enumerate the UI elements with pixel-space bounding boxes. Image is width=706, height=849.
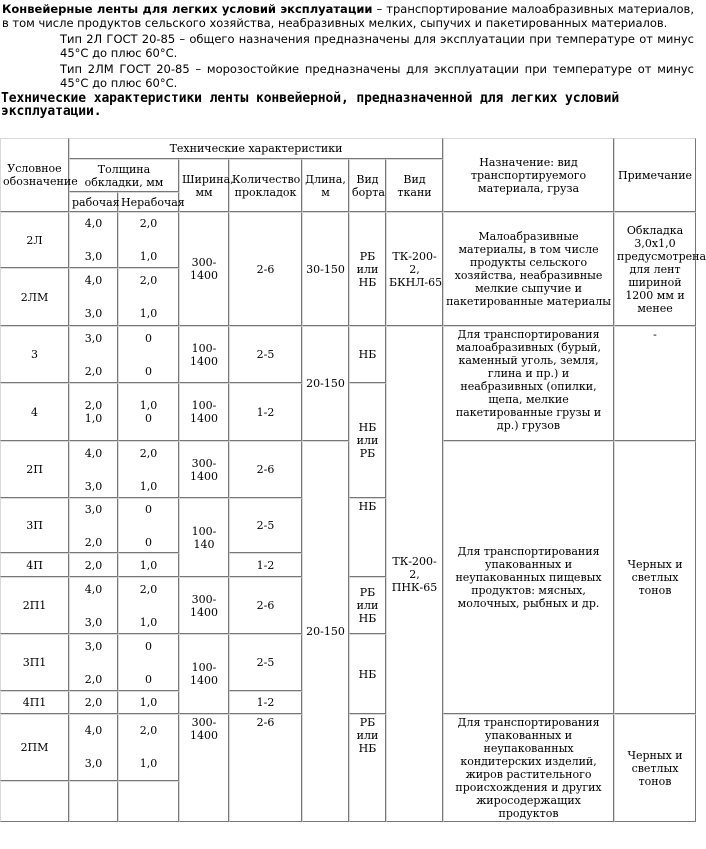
- type-2l-text: Тип 2Л ГОСТ 20-85 – общего назначения предназначены для эксплуатации при температуре от минус 45°С до плюс 60°С.: [60, 32, 694, 60]
- cell-nonworking: 0 0: [118, 326, 179, 383]
- cell-nonworking: 2,0 1,0: [118, 441, 179, 498]
- cell-working: 3,0 2,0: [69, 498, 118, 553]
- cell-width: 100-1400: [179, 383, 229, 441]
- cell-plies: 1-2: [229, 383, 302, 441]
- cell-code: 4П: [0, 553, 69, 577]
- cell-nonworking: 2,0 1,0: [118, 714, 179, 781]
- header-side: Вид борта: [349, 159, 386, 212]
- table-row: [0, 326, 696, 383]
- header-fabric: Вид ткани: [386, 159, 443, 212]
- header-note: Примечание: [614, 138, 696, 212]
- cell-working: 2,0 1,0: [69, 383, 118, 441]
- cell-nonworking: 0 0: [118, 498, 179, 553]
- cell-side: РБ или НБ: [349, 577, 386, 634]
- cell-width: 100-1400: [179, 326, 229, 383]
- cell-note: Обкладка 3,0х1,0 предусмотрена для лент шириной 1200 мм и менее: [614, 212, 696, 326]
- specs-table: [0, 138, 706, 822]
- cell-purpose: Для транспортирования малоабразивных (бурый, каменный уголь, земля, глина и пр.) и неабразивных (опилки, щепа, мелкие пакетированные грузы и др.) грузов: [443, 326, 614, 441]
- cell-side: НБ или РБ: [349, 383, 386, 498]
- cell-working: 2,0: [69, 691, 118, 714]
- cell-empty: [118, 781, 179, 822]
- cell-width: 300-1400: [179, 441, 229, 498]
- cell-plies: 2-5: [229, 498, 302, 553]
- cell-purpose: Для транспортирования упакованных и неупакованных пищевых продуктов: мясных, молочных, рыбных и др.: [443, 441, 614, 714]
- intro-lead-rest: – транспортирование малоабразивных материалов, в том числе продуктов сельского хозяйства, неабразивных мелких, сыпучих и пакетированных материалов.: [2, 2, 694, 30]
- cell-fabric: ТК-200-2, БКНЛ-65: [386, 212, 443, 326]
- cell-plies: 2-6: [229, 714, 302, 822]
- cell-code: 2ЛМ: [0, 268, 69, 326]
- cell-plies: 2-6: [229, 212, 302, 326]
- cell-working: 3,0 2,0: [69, 326, 118, 383]
- cell-code: 2Л: [0, 212, 69, 268]
- cell-nonworking: 1,0: [118, 691, 179, 714]
- cell-nonworking: 2,0 1,0: [118, 577, 179, 634]
- cell-code: 2П: [0, 441, 69, 498]
- header-plies: Количество прокладок: [229, 159, 302, 212]
- cell-nonworking: 0 0: [118, 634, 179, 691]
- table-row: [0, 714, 696, 781]
- header-tech: Технические характеристики: [69, 138, 443, 159]
- header-purpose: Назначение: вид транспортируемого материала, груза: [443, 138, 614, 212]
- cell-plies: 2-6: [229, 577, 302, 634]
- header-nonworking: Нерабочая: [118, 192, 179, 212]
- header-width: Ширина, мм: [179, 159, 229, 212]
- cell-plies: 2-5: [229, 326, 302, 383]
- table-row: [0, 441, 696, 498]
- cell-length: 20-150: [302, 326, 349, 441]
- cell-plies: 2-5: [229, 634, 302, 691]
- cell-side: РБ или НБ: [349, 714, 386, 822]
- cell-code: 3: [0, 326, 69, 383]
- table-row: [0, 212, 696, 268]
- cell-code: 2П1: [0, 577, 69, 634]
- cell-nonworking: 2,0 1,0: [118, 268, 179, 326]
- cell-code: 2ПМ: [0, 714, 69, 781]
- cell-working: 3,0 2,0: [69, 634, 118, 691]
- cell-length: 30-150: [302, 212, 349, 326]
- cell-length: 20-150: [302, 441, 349, 822]
- cell-empty: [69, 781, 118, 822]
- cell-width: 100-140: [179, 498, 229, 577]
- cell-side: НБ: [349, 634, 386, 714]
- cell-plies: 1-2: [229, 691, 302, 714]
- cell-purpose: Малоабразивные материалы, в том числе продукты сельского хозяйства, неабразивные мелкие сыпучие и пакетированные материалы: [443, 212, 614, 326]
- type-2lm-text: Тип 2ЛМ ГОСТ 20-85 – морозостойкие предназначены для эксплуатации при температуре от минус 45°С до плюс 60°С.: [60, 62, 694, 90]
- cell-nonworking: 1,0 0: [118, 383, 179, 441]
- cell-empty: [0, 781, 69, 822]
- cell-code: 4П1: [0, 691, 69, 714]
- cell-code: 3П: [0, 498, 69, 553]
- intro-lead: Конвейерные ленты для легких условий эксплуатации: [2, 2, 373, 16]
- cell-side: НБ: [349, 326, 386, 383]
- cell-width: 300-1400: [179, 212, 229, 326]
- header-code: Условное обозначение: [0, 138, 69, 212]
- cell-working: 4,0 3,0: [69, 577, 118, 634]
- cell-width: 100-1400: [179, 634, 229, 714]
- cell-plies: 2-6: [229, 441, 302, 498]
- header-length: Длина, м: [302, 159, 349, 212]
- cell-note: -: [614, 326, 696, 441]
- intro-paragraph: [0, 0, 696, 30]
- cell-note: Черных и светлых тонов: [614, 714, 696, 822]
- cell-fabric: ТК-200-2, ПНК-65: [386, 326, 443, 822]
- table-heading: Технические характеристики ленты конвейерной, предназначенной для легких условий эксплуатации.: [1, 91, 620, 119]
- cell-working: 4,0 3,0: [69, 441, 118, 498]
- cell-code: 4: [0, 383, 69, 441]
- cell-working: 4,0 3,0: [69, 212, 118, 268]
- cell-side: НБ: [349, 498, 386, 577]
- cell-nonworking: 2,0 1,0: [118, 212, 179, 268]
- header-working: рабочая: [69, 192, 118, 212]
- cell-code: 3П1: [0, 634, 69, 691]
- cell-working: 2,0: [69, 553, 118, 577]
- cell-width: 300-1400: [179, 577, 229, 634]
- cell-working: 4,0 3,0: [69, 714, 118, 781]
- cell-plies: 1-2: [229, 553, 302, 577]
- header-thickness: Толщина обкладки, мм: [69, 159, 179, 192]
- cell-purpose: Для транспортирования упакованных и неупакованных кондитерских изделий, жиров растительного происхождения и других жиросодержащих продуктов: [443, 714, 614, 822]
- cell-side: РБ или НБ: [349, 212, 386, 326]
- cell-width: 300-1400: [179, 714, 229, 822]
- cell-note: Черных и светлых тонов: [614, 441, 696, 714]
- cell-working: 4,0 3,0: [69, 268, 118, 326]
- cell-nonworking: 1,0: [118, 553, 179, 577]
